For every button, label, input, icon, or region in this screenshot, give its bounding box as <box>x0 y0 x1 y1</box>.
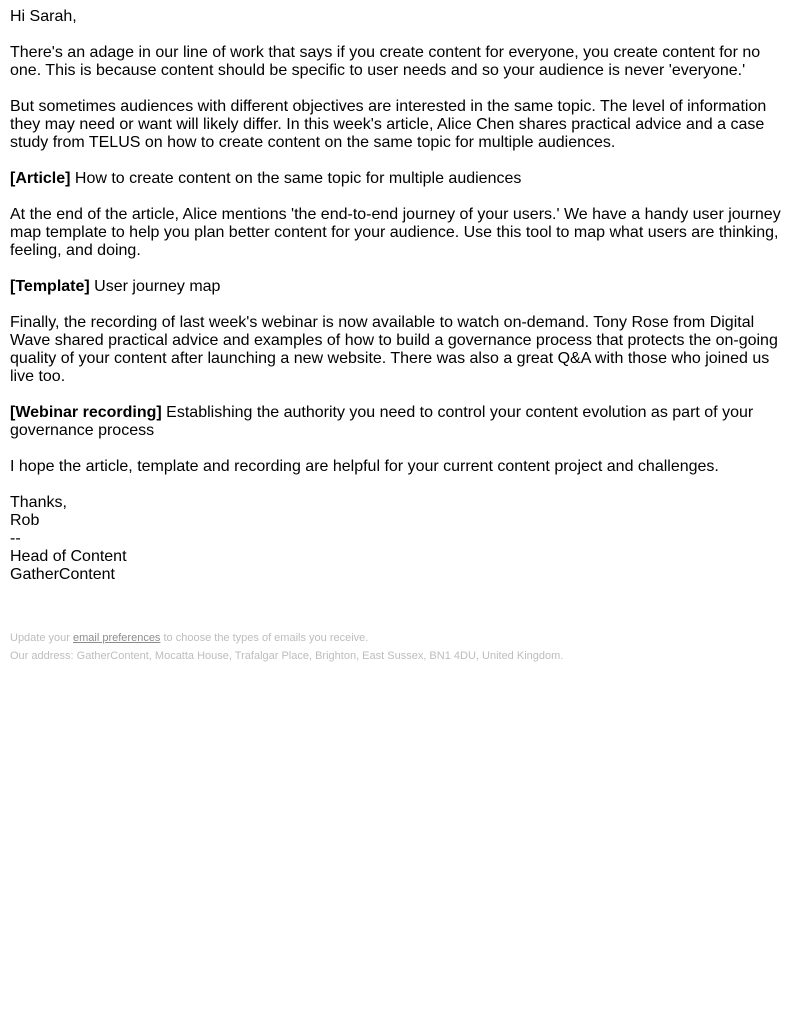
article-link-text[interactable]: How to create content on the same topic for multiple audiences <box>74 170 522 187</box>
template-link-text[interactable]: User journey map <box>94 278 221 295</box>
signature-name: Rob <box>10 512 40 529</box>
intro-paragraph-1: There's an adage in our line of work that says if you create content for everyone, you create content for no one. This is because content should be specific to user needs and so your audience is never 'everyone.' <box>10 44 761 79</box>
footer-update-suffix: to choose the types of emails you receive. <box>163 632 369 644</box>
greeting: Hi Sarah, <box>10 8 77 25</box>
signature <box>10 494 790 584</box>
signature-thanks: Thanks, <box>10 494 67 511</box>
closing-paragraph: I hope the article, template and recording are helpful for your current content project and challenges. <box>10 458 719 475</box>
footer-preferences-line <box>10 629 790 647</box>
webinar-link-line[interactable] <box>10 404 790 440</box>
signature-role: Head of Content <box>10 548 127 565</box>
template-intro-paragraph: At the end of the article, Alice mentions 'the end-to-end journey of your users.' We have a handy user journey map template to help you plan better content for your audience. Use this tool to map what users are thinking, feeling, and doing. <box>10 206 781 259</box>
template-tag: [Template] <box>10 278 90 295</box>
intro-paragraph-2: But sometimes audiences with different objectives are interested in the same topic. The level of information they may need or want will likely differ. In this week's article, Alice Chen shares practical advice and a case study from TELUS on how to create content on the same topic for multiple audiences. <box>10 98 767 151</box>
webinar-link-text[interactable]: Establishing the authority you need to control your content evolution as part of your governance process <box>10 404 754 439</box>
article-link-line[interactable] <box>10 170 790 188</box>
webinar-intro-paragraph: Finally, the recording of last week's webinar is now available to watch on-demand. Tony Rose from Digital Wave shared practical advice and examples of how to build a governance process that protects the on-going quality of your content after launching a new website. There was also a great Q&A with those who joined us live too. <box>10 314 778 385</box>
template-link-line[interactable] <box>10 278 790 296</box>
footer-address: Our address: GatherContent, Mocatta House, Trafalgar Place, Brighton, East Sussex, BN1 4DU, United Kingdom. <box>10 650 564 662</box>
webinar-tag: [Webinar recording] <box>10 404 162 421</box>
signature-separator: -- <box>10 530 21 547</box>
email-preferences-link[interactable]: email preferences <box>73 632 161 644</box>
email-footer <box>10 629 790 665</box>
signature-company: GatherContent <box>10 566 115 583</box>
article-tag: [Article] <box>10 170 71 187</box>
footer-update-prefix: Update your <box>10 632 70 644</box>
